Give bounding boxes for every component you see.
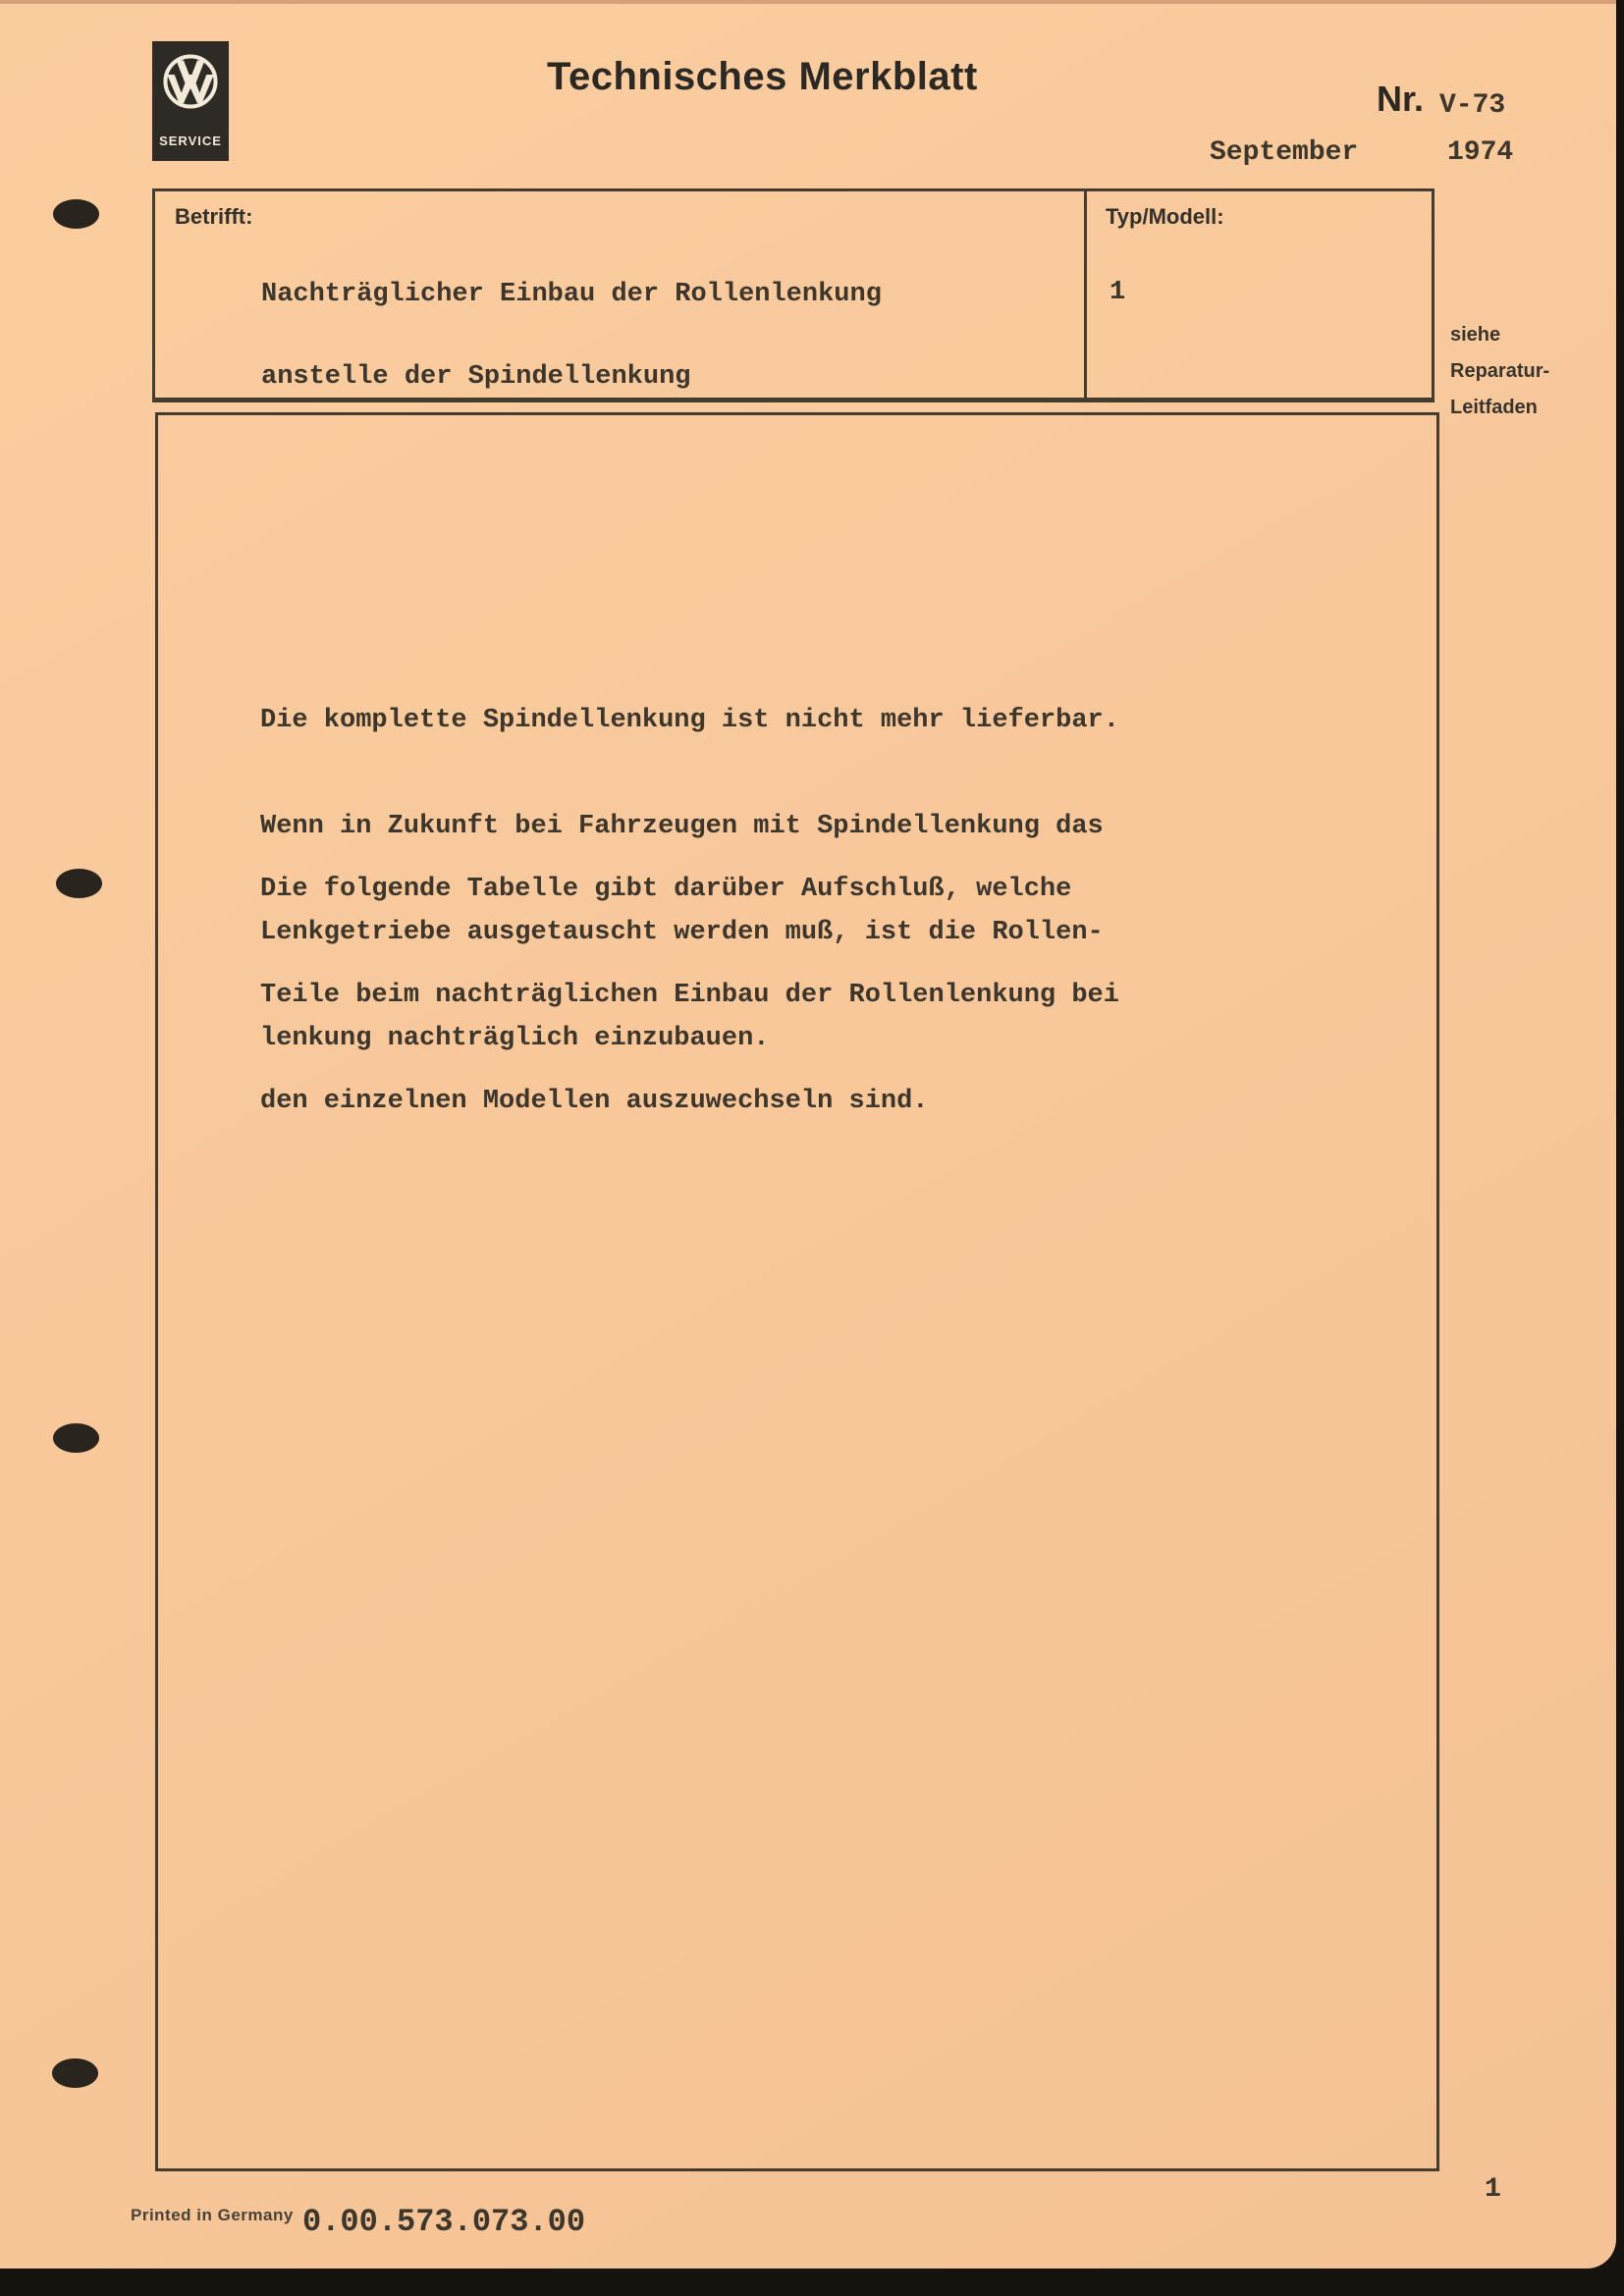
punch-hole-1	[53, 199, 99, 229]
page-number: 1	[1485, 2174, 1501, 2205]
side-note-line-3: Leitfaden	[1450, 397, 1538, 418]
document-title: Technisches Merkblatt	[547, 55, 978, 98]
paragraph-1-line-4: lenkung nachträglich einzubauen.	[260, 1024, 770, 1053]
subject-line-1: Nachträglicher Einbau der Rollenlenkung	[261, 280, 882, 309]
side-note-line-1: siehe	[1450, 324, 1501, 346]
nr-label: Nr.	[1377, 79, 1425, 119]
paragraph-2-line-1: Die folgende Tabelle gibt darüber Aufschluß, welche	[260, 875, 1072, 904]
printed-in-label: Printed in Germany	[131, 2206, 294, 2224]
paper-top-edge	[0, 0, 1616, 4]
order-number: 0.00.573.073.00	[302, 2204, 586, 2240]
side-note-line-2: Reparatur-	[1450, 360, 1550, 382]
issue-month: September	[1210, 137, 1359, 168]
service-label: SERVICE	[159, 133, 222, 148]
punch-hole-4	[52, 2058, 98, 2088]
paragraph-1-line-1: Die komplette Spindellenkung ist nicht mehr lieferbar.	[260, 706, 1119, 735]
subject-line-2: anstelle der Spindellenkung	[261, 362, 691, 392]
issue-year: 1974	[1447, 137, 1514, 168]
punch-hole-2	[56, 869, 102, 898]
paragraph-2-line-3: den einzelnen Modellen auszuwechseln sind.	[260, 1087, 929, 1116]
vw-roundel-icon	[162, 53, 219, 110]
subject-box	[152, 188, 1435, 402]
repair-manual-note	[1450, 317, 1549, 426]
paragraph-1-line-3: Lenkgetriebe ausgetauscht werden muß, ist die Rollen-	[260, 918, 1104, 947]
punch-hole-3	[53, 1423, 99, 1453]
bulletin-number: V-73	[1439, 90, 1506, 121]
betrifft-label: Betrifft:	[175, 204, 253, 229]
typ-modell-label: Typ/Modell:	[1106, 204, 1224, 229]
body-paragraph-2	[260, 801, 1119, 1190]
paragraph-2-line-2: Teile beim nachträglichen Einbau der Rollenlenkung bei	[260, 981, 1119, 1010]
vw-service-logo	[152, 41, 229, 161]
typ-modell-value: 1	[1110, 278, 1126, 307]
subject-box-divider	[1084, 191, 1087, 398]
paragraph-1-line-2: Wenn in Zukunft bei Fahrzeugen mit Spindellenkung das	[260, 812, 1104, 841]
subject-text	[261, 274, 882, 398]
